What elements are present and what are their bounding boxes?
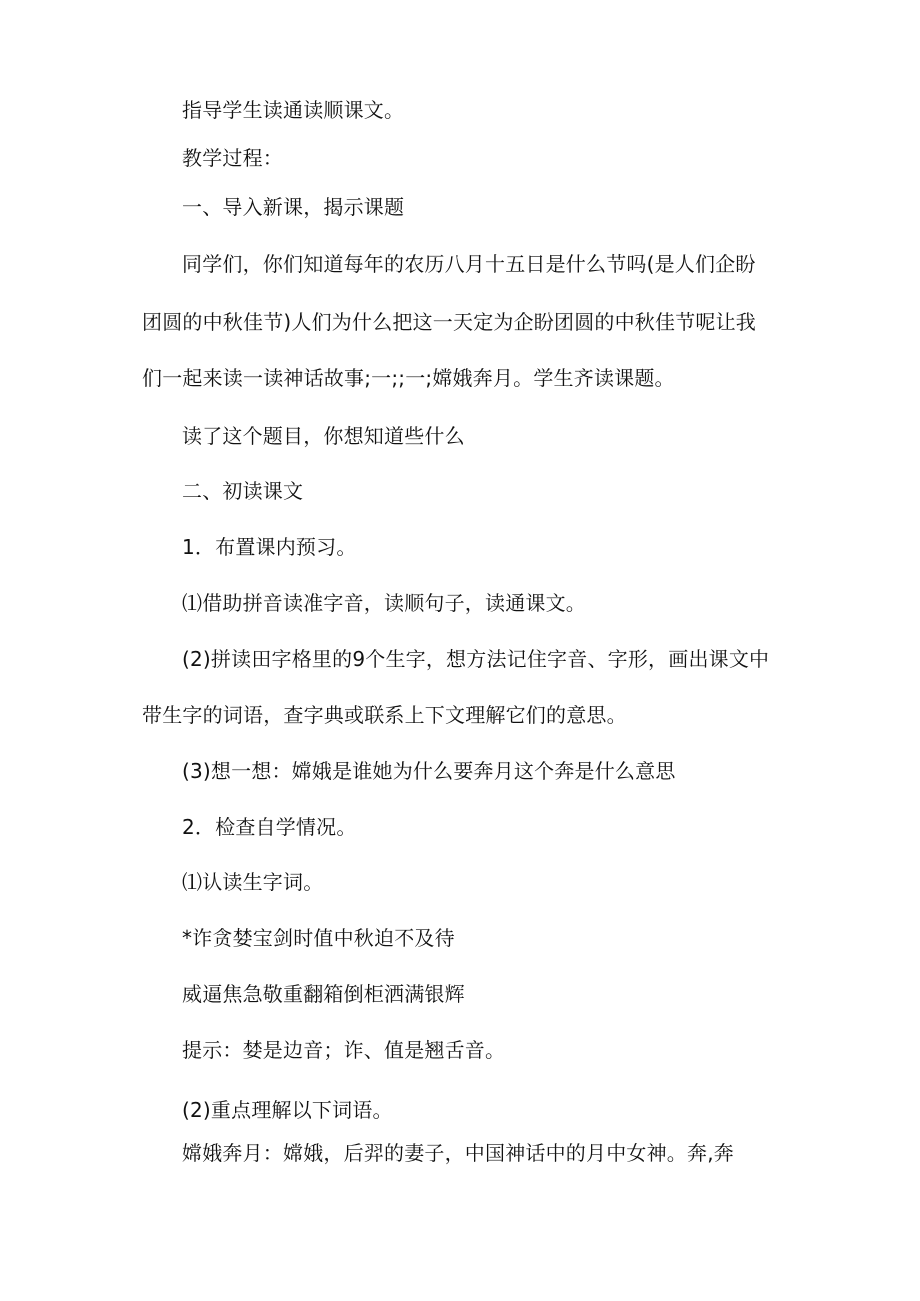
section-heading-2: 二、初读课文 — [182, 479, 304, 503]
paragraph-goal: 指导学生读通读顺课文。 — [182, 98, 405, 122]
section-heading-1: 一、导入新课，揭示课题 — [182, 195, 405, 219]
list-subitem-2-2: (2)重点理解以下词语。 — [182, 1098, 393, 1122]
vocabulary-line-1: *诈贪婪宝剑时值中秋迫不及待 — [182, 926, 455, 950]
paragraph-intro-line-3: 们一起来读一读神话故事;一;;一;嫦娥奔月。学生齐读课题。 — [142, 366, 675, 390]
pronunciation-tip: 提示：婪是边音；诈、值是翘舌音。 — [182, 1038, 506, 1062]
definition-line: 嫦娥奔月：嫦娥，后羿的妻子，中国神话中的月中女神。奔,奔 — [182, 1141, 734, 1165]
paragraph-intro-line-2: 团圆的中秋佳节)人们为什么把这一天定为企盼团圆的中秋佳节呢让我 — [142, 310, 757, 334]
list-subitem-2-1: ⑴认读生字词。 — [182, 870, 324, 894]
list-subitem-1-2-line-2: 带生字的词语，查字典或联系上下文理解它们的意思。 — [142, 703, 627, 727]
list-subitem-1-1: ⑴借助拼音读准字音，读顺句子，读通课文。 — [182, 591, 586, 615]
list-item-2: 2．检查自学情况。 — [182, 815, 357, 839]
list-subitem-1-3: (3)想一想：嫦娥是谁她为什么要奔月这个奔是什么意思 — [182, 759, 676, 783]
paragraph-intro-line-1: 同学们，你们知道每年的农历八月十五日是什么节吗(是人们企盼 — [182, 252, 756, 276]
list-item-1: 1．布置课内预习。 — [182, 535, 357, 559]
paragraph-question: 读了这个题目，你想知道些什么 — [182, 424, 465, 448]
vocabulary-line-2: 威逼焦急敬重翻箱倒柜洒满银辉 — [182, 982, 465, 1006]
list-subitem-1-2-line-1: (2)拼读田字格里的9个生字，想方法记住字音、字形，画出课文中 — [182, 647, 770, 671]
heading-teaching-process: 教学过程： — [182, 146, 283, 170]
